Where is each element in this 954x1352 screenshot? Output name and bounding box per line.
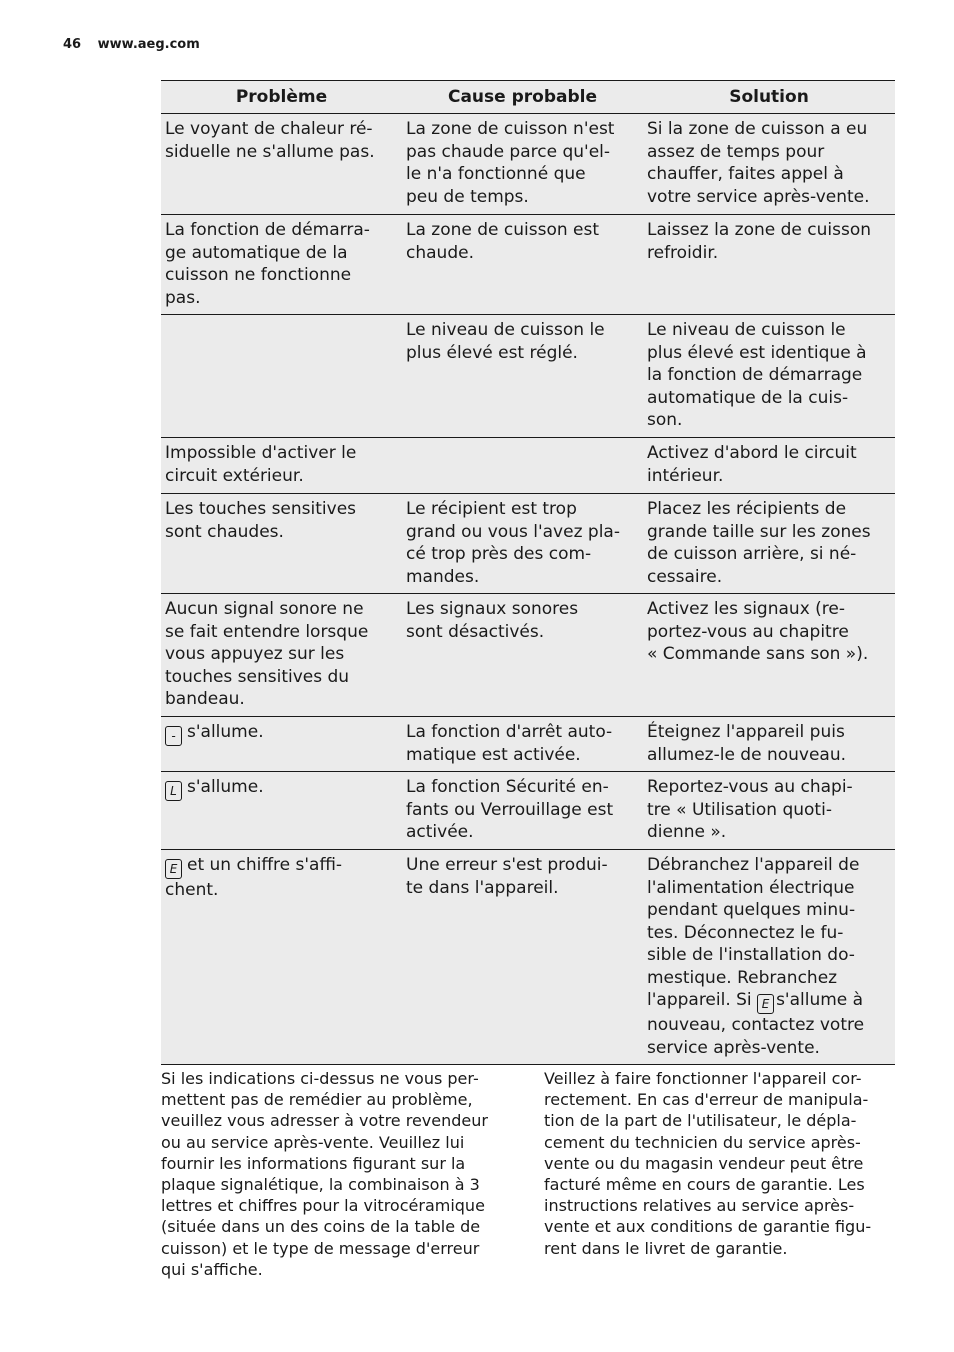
service-note-left: Si les indications ci-dessus ne vous per- mettent pas de remédier au problème, veuillez vous adresser à votre revendeur ou au service après-vente. Veuillez lui fournir les informations figurant sur la plaque signalétique, la combinaison à 3 lettres et chiffres pour la vitrocéramique (située dans un des coins de la table de cuisson) et le type de message d'erreur qui s'affiche. — [161, 1069, 488, 1279]
problem-text: s'allume. — [187, 777, 264, 797]
column-header-solution: Solution — [643, 81, 895, 114]
cause-cell: Les signaux sonores sont désactivés. — [402, 594, 643, 717]
cause-cell: Une erreur s'est produi- te dans l'appareil. — [402, 850, 643, 1065]
problem-text: s'allume. — [187, 722, 264, 742]
page-number: 46 — [63, 37, 82, 52]
table-row — [161, 594, 895, 717]
solution-cell: Placez les récipients de grande taille sur les zones de cuisson arrière, si né- cessaire. — [643, 494, 895, 594]
problem-text: et un chiffre s'affi- chent. — [165, 855, 343, 900]
problem-cell — [161, 772, 402, 850]
error-display-symbol-icon: E — [165, 859, 182, 879]
table-row — [161, 850, 895, 1065]
cause-cell: La zone de cuisson n'est pas chaude parce qu'el- le n'a fonctionné que peu de temps. — [402, 114, 643, 215]
problem-cell: Les touches sensitives sont chaudes. — [161, 494, 402, 594]
solution-text-a: Débranchez l'appareil de l'alimentation électrique pendant quelques minu- tes. Déconnectez le fu- sible de l'installation do- mestique. Rebranchez l'appareil. Si — [647, 855, 860, 1010]
column-header-cause: Cause probable — [402, 81, 643, 114]
cause-cell: La fonction Sécurité en- fants ou Verrouillage est activée. — [402, 772, 643, 850]
solution-cell: Si la zone de cuisson a eu assez de temps pour chauffer, faites appel à votre service après-vente. — [643, 114, 895, 215]
error-display-symbol-icon: E — [757, 994, 774, 1014]
cause-cell: Le récipient est trop grand ou vous l'avez pla- cé trop près des com- mandes. — [402, 494, 643, 594]
solution-cell: Activez les signaux (re- portez-vous au chapitre « Commande sans son »). — [643, 594, 895, 717]
cause-cell — [402, 438, 643, 494]
solution-cell: Éteignez l'appareil puis allumez-le de nouveau. — [643, 717, 895, 772]
problem-cell — [161, 717, 402, 772]
cause-cell: La fonction d'arrêt auto- matique est activée. — [402, 717, 643, 772]
table-row — [161, 772, 895, 850]
problem-cell: Impossible d'activer le circuit extérieur. — [161, 438, 402, 494]
cause-cell: La zone de cuisson est chaude. — [402, 215, 643, 315]
warranty-note-right: Veillez à faire fonctionner l'appareil cor- rectement. En cas d'erreur de manipula- tion de la part de l'utilisateur, le dépla- cement du technicien du service après- vente ou du magasin vendeur peut être facturé même en cours de garantie. Les instructions relatives au service après- vente et aux conditions de garantie figu- rent dans le livret de garantie. — [544, 1069, 872, 1258]
solution-cell: Reportez-vous au chapi- tre « Utilisation quoti- dienne ». — [643, 772, 895, 850]
problem-cell: Le voyant de chaleur ré- siduelle ne s'allume pas. — [161, 114, 402, 215]
problem-cell — [161, 315, 402, 438]
page-header — [63, 37, 200, 52]
solution-cell: Le niveau de cuisson le plus élevé est identique à la fonction de démarrage automatique de la cuis- son. — [643, 315, 895, 438]
column-header-problem: Problème — [161, 81, 402, 114]
cause-cell: Le niveau de cuisson le plus élevé est réglé. — [402, 315, 643, 438]
table-row — [161, 315, 895, 438]
problem-cell — [161, 850, 402, 1065]
problem-cell: La fonction de démarra- ge automatique de la cuisson ne fonctionne pas. — [161, 215, 402, 315]
table-row — [161, 494, 895, 594]
table-row — [161, 114, 895, 215]
lock-display-symbol-icon: L — [165, 781, 182, 801]
dash-display-symbol-icon: - — [165, 726, 182, 746]
solution-cell — [643, 850, 895, 1065]
table-row — [161, 438, 895, 494]
problem-cell: Aucun signal sonore ne se fait entendre lorsque vous appuyez sur les touches sensitives du bandeau. — [161, 594, 402, 717]
troubleshooting-table — [161, 80, 895, 1065]
table-row — [161, 717, 895, 772]
solution-cell: Laissez la zone de cuisson refroidir. — [643, 215, 895, 315]
solution-text-b: s'allume à nouveau, contactez votre service après-vente. — [647, 990, 865, 1058]
solution-cell: Activez d'abord le circuit intérieur. — [643, 438, 895, 494]
site-url: www.aeg.com — [97, 37, 200, 52]
table-header-row — [161, 81, 895, 114]
table-row — [161, 215, 895, 315]
